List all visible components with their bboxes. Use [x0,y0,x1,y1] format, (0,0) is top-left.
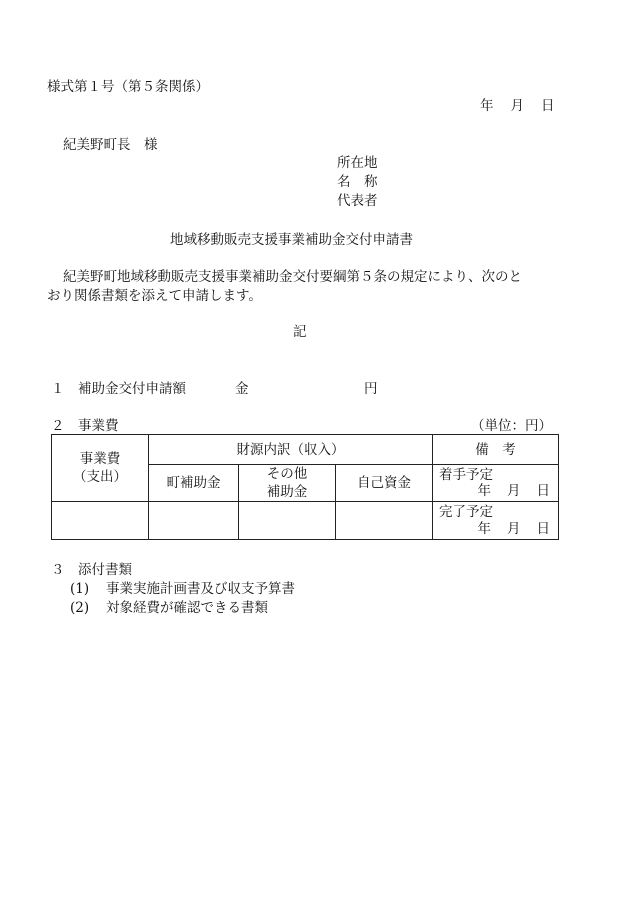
item-3-label: 添付書類 [78,562,132,578]
header-own-funds: 自己資金 [336,465,433,502]
remark-end-year: 年 [477,521,492,537]
cell-project-cost [52,502,149,540]
remark-start-day: 日 [536,483,551,499]
item-1-label: 補助金交付申請額 [78,381,186,397]
ki-heading: 記 [293,324,307,340]
header-funding-breakdown: 財源内訳（収入） [149,435,433,465]
item-2-number: ２ [51,418,65,434]
date-line [480,97,555,115]
header-remarks: 備 考 [433,435,559,465]
item-3-number: ３ [51,562,65,578]
unit-label: （単位：円） [471,418,552,434]
remark-end-cell [433,502,559,540]
header-project-cost-line2: （支出） [73,469,127,485]
item-1-kin: 金 [235,381,249,397]
header-other-subsidy [239,465,336,502]
cell-own-funds [336,502,433,540]
attachment-2-text: 対象経費が確認できる書類 [106,600,268,616]
project-cost-table [51,434,559,540]
applicant-representative-label: 代表者 [337,193,378,209]
remark-end-month: 月 [507,521,521,537]
remark-start-month: 月 [507,483,521,499]
form-label: 様式第１号（第５条関係） [47,79,209,95]
item-1-yen: 円 [364,381,378,397]
remark-start-label: 着手予定 [439,467,494,483]
cell-town-subsidy [149,502,239,540]
attachment-1-text: 事業実施計画書及び収支予算書 [106,581,295,597]
attachment-1-number: (1) [70,581,90,597]
body-text-line-1: 紀美野町地域移動販売支援事業補助金交付要綱第５条の規定により、次のと [63,269,522,285]
remark-start-cell [433,465,559,502]
header-other-subsidy-line1: その他 [266,466,308,482]
remark-end-date [478,520,551,538]
header-project-cost-line1: 事業費 [79,451,121,467]
attachment-2-number: (2) [70,600,90,616]
item-1-number: １ [51,381,65,397]
applicant-address-label: 所在地 [337,155,378,171]
remark-end-day: 日 [536,521,551,537]
addressee: 紀美野町長 様 [63,137,158,153]
remark-start-year: 年 [477,483,492,499]
cell-other-subsidy [239,502,336,540]
remark-start-date [478,482,551,500]
date-year: 年 [480,98,494,114]
header-town-subsidy: 町補助金 [149,465,239,502]
applicant-name-label: 名 称 [337,174,378,190]
remark-end-label: 完了予定 [439,504,494,520]
header-other-subsidy-line2: 補助金 [266,484,308,500]
item-2-label: 事業費 [78,418,119,434]
date-month: 月 [510,98,524,114]
body-text-line-2: おり関係書類を添えて申請します。 [47,288,262,304]
document-title: 地域移動販売支援事業補助金交付申請書 [170,232,413,248]
header-project-cost [52,435,149,502]
date-day: 日 [541,98,555,114]
